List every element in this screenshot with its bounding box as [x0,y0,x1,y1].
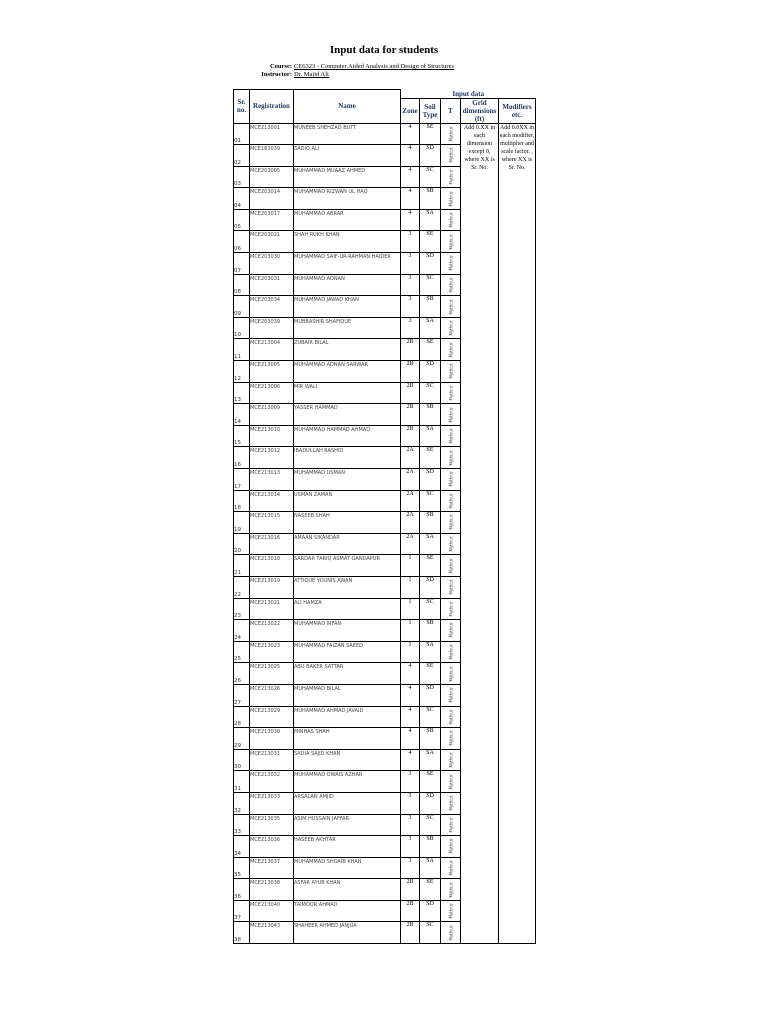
zone-cell: 2B [401,922,420,944]
soil-type-cell: SE [420,123,441,145]
soil-type-cell: SB [420,296,441,318]
t-cell [441,209,461,231]
name-cell: MUHAMMAD IRFAN [294,620,401,642]
registration-cell: MCE213021 [250,598,294,620]
soil-type-cell: SD [420,684,441,706]
name-cell: SHAHEER AHMED JANJUA [294,922,401,944]
t-value: Mythr.d [448,428,453,444]
registration-cell: MCE213023 [250,641,294,663]
soil-type-cell: SD [420,361,441,383]
zone-cell: 2B [401,382,420,404]
soil-type-cell: SA [420,209,441,231]
registration-cell: MCE213030 [250,728,294,750]
soil-type-cell: SC [420,382,441,404]
t-value: Mythr.d [448,687,453,703]
name-cell: MUHAMMAD OWAIS AZHAR [294,771,401,793]
zone-cell: 1 [401,576,420,598]
header-t: T [441,98,461,123]
soil-type-cell: SE [420,771,441,793]
registration-cell: MCE203030 [250,253,294,275]
t-cell [441,576,461,598]
t-cell [441,922,461,944]
t-value: Mythr.d [448,169,453,185]
name-cell: ABU BAKER SATTAR [294,663,401,685]
instructor-label: Instructor: [261,71,292,78]
soil-type-cell: SA [420,317,441,339]
zone-cell: 2A [401,447,420,469]
zone-cell: 3 [401,296,420,318]
t-cell [441,814,461,836]
sr-no-cell: 34 [234,836,250,858]
t-value: Mythr.d [448,795,453,811]
name-cell: MUNEEB SHEHZAD BUTT [294,123,401,145]
sr-no-cell: 22 [234,576,250,598]
zone-cell: 3 [401,836,420,858]
t-value: Mythr.d [448,882,453,898]
t-value: Mythr.d [448,622,453,638]
t-cell [441,598,461,620]
name-cell: SADIA SAJID KHAN [294,749,401,771]
zone-cell: 2B [401,361,420,383]
zone-cell: 4 [401,663,420,685]
name-cell: MUHAMMAD ABRAR [294,209,401,231]
zone-cell: 4 [401,166,420,188]
zone-cell: 4 [401,749,420,771]
zone-cell: 3 [401,857,420,879]
t-value: Mythr.d [448,342,453,358]
registration-cell: MCE213033 [250,792,294,814]
soil-type-cell: SB [420,404,441,426]
name-cell: ARSALAN AMJID [294,792,401,814]
soil-type-cell: SE [420,879,441,901]
sr-no-cell: 08 [234,274,250,296]
t-value: Mythr.d [448,514,453,530]
t-cell [441,684,461,706]
sr-no-cell: 21 [234,555,250,577]
sr-no-cell: 11 [234,339,250,361]
t-value: Mythr.d [448,493,453,509]
registration-cell: MCE213036 [250,836,294,858]
t-value: Mythr.d [448,536,453,552]
soil-type-cell: SC [420,706,441,728]
name-cell: MINHAS SHAH [294,728,401,750]
t-cell [441,490,461,512]
name-cell: SARDAR TARIQ ASMAT GANDAPUR [294,555,401,577]
zone-cell: 1 [401,620,420,642]
students-table [233,89,536,944]
t-value: Mythr.d [448,212,453,228]
name-cell: SHAH RUKH KHAN [294,231,401,253]
name-cell: MUHAMMAD FAIZAN SAEED [294,641,401,663]
sr-no-cell: 19 [234,512,250,534]
t-cell [441,404,461,426]
header-grid-dimensions: Grid dimensions (ft) [461,98,499,123]
sr-no-cell: 13 [234,382,250,404]
registration-cell: MCE213043 [250,922,294,944]
sr-no-cell: 28 [234,706,250,728]
t-value: Mythr.d [448,925,453,941]
zone-cell: 3 [401,274,420,296]
soil-type-cell: SA [420,749,441,771]
registration-cell: MCE213035 [250,814,294,836]
t-value: Mythr.d [448,450,453,466]
zone-cell: 1 [401,598,420,620]
zone-cell: 2B [401,425,420,447]
soil-type-cell: SE [420,447,441,469]
t-cell [441,512,461,534]
t-cell [441,339,461,361]
sr-no-cell: 17 [234,469,250,491]
zone-cell: 4 [401,684,420,706]
t-cell [441,836,461,858]
t-cell [441,792,461,814]
soil-type-cell: SB [420,620,441,642]
t-cell [441,706,461,728]
name-cell: ATTIQUE YOUNIS AWAN [294,576,401,598]
t-value: Mythr.d [448,147,453,163]
t-value: Mythr.d [448,385,453,401]
sr-no-cell: 09 [234,296,250,318]
t-cell [441,361,461,383]
soil-type-cell: SB [420,188,441,210]
t-value: Mythr.d [448,666,453,682]
sr-no-cell: 23 [234,598,250,620]
name-cell: MUHAMMAD ADNAN [294,274,401,296]
name-cell: ASIM HUSSAIN JAFFAR [294,814,401,836]
name-cell: HASEEB AKHTAR [294,836,401,858]
soil-type-cell: SD [420,576,441,598]
zone-cell: 3 [401,253,420,275]
registration-cell: MCE213019 [250,576,294,598]
t-value: Mythr.d [448,234,453,250]
sr-no-cell: 18 [234,490,250,512]
t-value: Mythr.d [448,579,453,595]
name-cell: MUHAMMAD SHOAIB KHAN [294,857,401,879]
header-input-data: Input data [401,90,536,99]
registration-cell: MCE213006 [250,382,294,404]
zone-cell: 1 [401,641,420,663]
sr-no-cell: 20 [234,533,250,555]
t-value: Mythr.d [448,277,453,293]
name-cell: USMAN ZAMAN [294,490,401,512]
t-value: Mythr.d [448,320,453,336]
sr-no-cell: 36 [234,879,250,901]
soil-type-cell: SA [420,641,441,663]
zone-cell: 1 [401,555,420,577]
zone-cell: 3 [401,317,420,339]
soil-type-cell: SE [420,663,441,685]
name-cell: ZUBAIR BILAL [294,339,401,361]
instructor-value: Dr. Majid Ali [294,71,329,78]
name-cell: SADIQ ALI [294,145,401,167]
registration-cell: MCE213018 [250,555,294,577]
soil-type-cell: SD [420,253,441,275]
t-value: Mythr.d [448,752,453,768]
registration-cell: MCE213040 [250,900,294,922]
t-value: Mythr.d [448,709,453,725]
t-value: Mythr.d [448,471,453,487]
t-cell [441,879,461,901]
soil-type-cell: SC [420,490,441,512]
name-cell: MUHAMMAD HAMMAD AHMAD [294,425,401,447]
t-cell [441,145,461,167]
zone-cell: 2B [401,339,420,361]
zone-cell: 3 [401,814,420,836]
name-cell: TAIMOOR AHMAD [294,900,401,922]
soil-type-cell: SC [420,814,441,836]
soil-type-cell: SD [420,469,441,491]
soil-type-cell: SE [420,555,441,577]
soil-type-cell: SE [420,231,441,253]
sr-no-cell: 10 [234,317,250,339]
registration-cell: MCE213009 [250,404,294,426]
t-cell [441,447,461,469]
registration-cell: MCE213004 [250,339,294,361]
modifiers-note: Add 0.0XX in each modifier, multiplier and scale factor. , where XX is Sr. No. [499,123,536,944]
sr-no-cell: 37 [234,900,250,922]
name-cell: MUHAMMAD RIZWAN UL HAQ [294,188,401,210]
sr-no-cell: 27 [234,684,250,706]
zone-cell: 2A [401,512,420,534]
sr-no-cell: 35 [234,857,250,879]
name-cell: AMAAN SIKANDAR [294,533,401,555]
sr-no-cell: 04 [234,188,250,210]
t-value: Mythr.d [448,299,453,315]
t-value: Mythr.d [448,191,453,207]
registration-cell: MCE213037 [250,857,294,879]
name-cell: YASSER HAMMAD [294,404,401,426]
registration-cell: MCE213016 [250,533,294,555]
zone-cell: 4 [401,123,420,145]
sr-no-cell: 01 [234,123,250,145]
t-value: Mythr.d [448,363,453,379]
t-value: Mythr.d [448,558,453,574]
zone-cell: 2B [401,404,420,426]
sr-no-cell: 02 [234,145,250,167]
sr-no-cell: 12 [234,361,250,383]
registration-cell: MCE203031 [250,274,294,296]
zone-cell: 4 [401,209,420,231]
t-value: Mythr.d [448,860,453,876]
instructor-line [258,70,329,79]
soil-type-cell: SA [420,425,441,447]
name-cell: MUHAMMAD MUAAZ AHMED [294,166,401,188]
t-value: Mythr.d [448,407,453,423]
t-cell [441,123,461,145]
registration-cell: MCE213029 [250,706,294,728]
table-row [234,123,536,145]
registration-cell: MCE213038 [250,879,294,901]
t-cell [441,900,461,922]
registration-cell: MCE213031 [250,749,294,771]
name-cell: MUHAMMAD JAWAD KHAN [294,296,401,318]
t-value: Mythr.d [448,903,453,919]
registration-cell: MCE203021 [250,231,294,253]
t-cell [441,857,461,879]
registration-cell: MCE213015 [250,512,294,534]
t-value: Mythr.d [448,838,453,854]
sr-no-cell: 14 [234,404,250,426]
course-label: Course: [269,63,292,70]
zone-cell: 2A [401,469,420,491]
zone-cell: 3 [401,231,420,253]
t-value: Mythr.d [448,126,453,142]
registration-cell: MCE213010 [250,425,294,447]
header-sr-no: Sr. no. [234,90,250,124]
sr-no-cell: 32 [234,792,250,814]
t-cell [441,296,461,318]
registration-cell: MCE213012 [250,447,294,469]
zone-cell: 2A [401,490,420,512]
sr-no-cell: 03 [234,166,250,188]
name-cell: MUHAMMAD AHMAD JAVAID [294,706,401,728]
t-cell [441,771,461,793]
registration-cell: MCE203039 [250,317,294,339]
t-cell [441,274,461,296]
header-zone: Zone [401,98,420,123]
name-cell: NASEEB SHAH [294,512,401,534]
soil-type-cell: SC [420,598,441,620]
registration-cell: MCE213022 [250,620,294,642]
t-value: Mythr.d [448,730,453,746]
t-cell [441,425,461,447]
sr-no-cell: 16 [234,447,250,469]
name-cell: MUHAMMAD SAIF-UR-RAHMAN HAIDER [294,253,401,275]
sr-no-cell: 15 [234,425,250,447]
name-cell: MUHAMMAD ADNAN SARWAR [294,361,401,383]
header-registration: Registration [250,90,294,124]
t-cell [441,382,461,404]
header-soil-type: Soil Type [420,98,441,123]
registration-cell: MCE183039 [250,145,294,167]
registration-cell: MCE213032 [250,771,294,793]
header-name: Name [294,90,401,124]
course-value: CE6323 - Computer Aided Analysis and Design of Structures [294,63,454,70]
t-cell [441,749,461,771]
name-cell: MUBBASHIR SHAFIQUE [294,317,401,339]
sr-no-cell: 24 [234,620,250,642]
registration-cell: MCE203034 [250,296,294,318]
name-cell: ASFAR AYUB KHAN [294,879,401,901]
t-value: Mythr.d [448,774,453,790]
zone-cell: 4 [401,145,420,167]
t-cell [441,641,461,663]
sr-no-cell: 31 [234,771,250,793]
zone-cell: 4 [401,188,420,210]
name-cell: MUHAMMAD BILAL [294,684,401,706]
name-cell: ALI HAMZA [294,598,401,620]
soil-type-cell: SC [420,922,441,944]
sr-no-cell: 05 [234,209,250,231]
sr-no-cell: 29 [234,728,250,750]
t-cell [441,663,461,685]
t-cell [441,728,461,750]
t-value: Mythr.d [448,817,453,833]
t-cell [441,317,461,339]
soil-type-cell: SC [420,274,441,296]
zone-cell: 2B [401,879,420,901]
zone-cell: 2A [401,533,420,555]
registration-cell: MCE213014 [250,490,294,512]
registration-cell: MCE203017 [250,209,294,231]
name-cell: MIR WALI [294,382,401,404]
t-value: Mythr.d [448,644,453,660]
table-body [234,123,536,944]
sr-no-cell: 38 [234,922,250,944]
soil-type-cell: SB [420,512,441,534]
zone-cell: 4 [401,728,420,750]
zone-cell: 3 [401,771,420,793]
soil-type-cell: SA [420,533,441,555]
sr-no-cell: 25 [234,641,250,663]
zone-cell: 4 [401,706,420,728]
sr-no-cell: 30 [234,749,250,771]
soil-type-cell: SE [420,339,441,361]
t-cell [441,555,461,577]
t-value: Mythr.d [448,601,453,617]
registration-cell: MCE213001 [250,123,294,145]
t-cell [441,253,461,275]
soil-type-cell: SD [420,792,441,814]
zone-cell: 3 [401,792,420,814]
name-cell: MUHAMMAD USMAN [294,469,401,491]
t-cell [441,533,461,555]
registration-cell: MCE213013 [250,469,294,491]
sr-no-cell: 26 [234,663,250,685]
registration-cell: MCE213025 [250,663,294,685]
grid-dimensions-note: Add 0.XX in each dimension except 0, where XX is Sr. No. [461,123,499,944]
sr-no-cell: 07 [234,253,250,275]
zone-cell: 2B [401,900,420,922]
registration-cell: MCE203005 [250,166,294,188]
soil-type-cell: SB [420,728,441,750]
registration-cell: MCE213005 [250,361,294,383]
soil-type-cell: SC [420,166,441,188]
soil-type-cell: SA [420,857,441,879]
t-cell [441,231,461,253]
t-cell [441,188,461,210]
t-cell [441,469,461,491]
document-title: Input data for students [329,44,439,56]
header-modifiers: Modifiers etc. [499,98,536,123]
t-cell [441,166,461,188]
registration-cell: MCE203014 [250,188,294,210]
sr-no-cell: 06 [234,231,250,253]
t-cell [441,620,461,642]
registration-cell: MCE213026 [250,684,294,706]
soil-type-cell: SD [420,145,441,167]
t-value: Mythr.d [448,255,453,271]
sr-no-cell: 33 [234,814,250,836]
soil-type-cell: SD [420,900,441,922]
name-cell: IBADULLAH RASHID [294,447,401,469]
soil-type-cell: SB [420,836,441,858]
